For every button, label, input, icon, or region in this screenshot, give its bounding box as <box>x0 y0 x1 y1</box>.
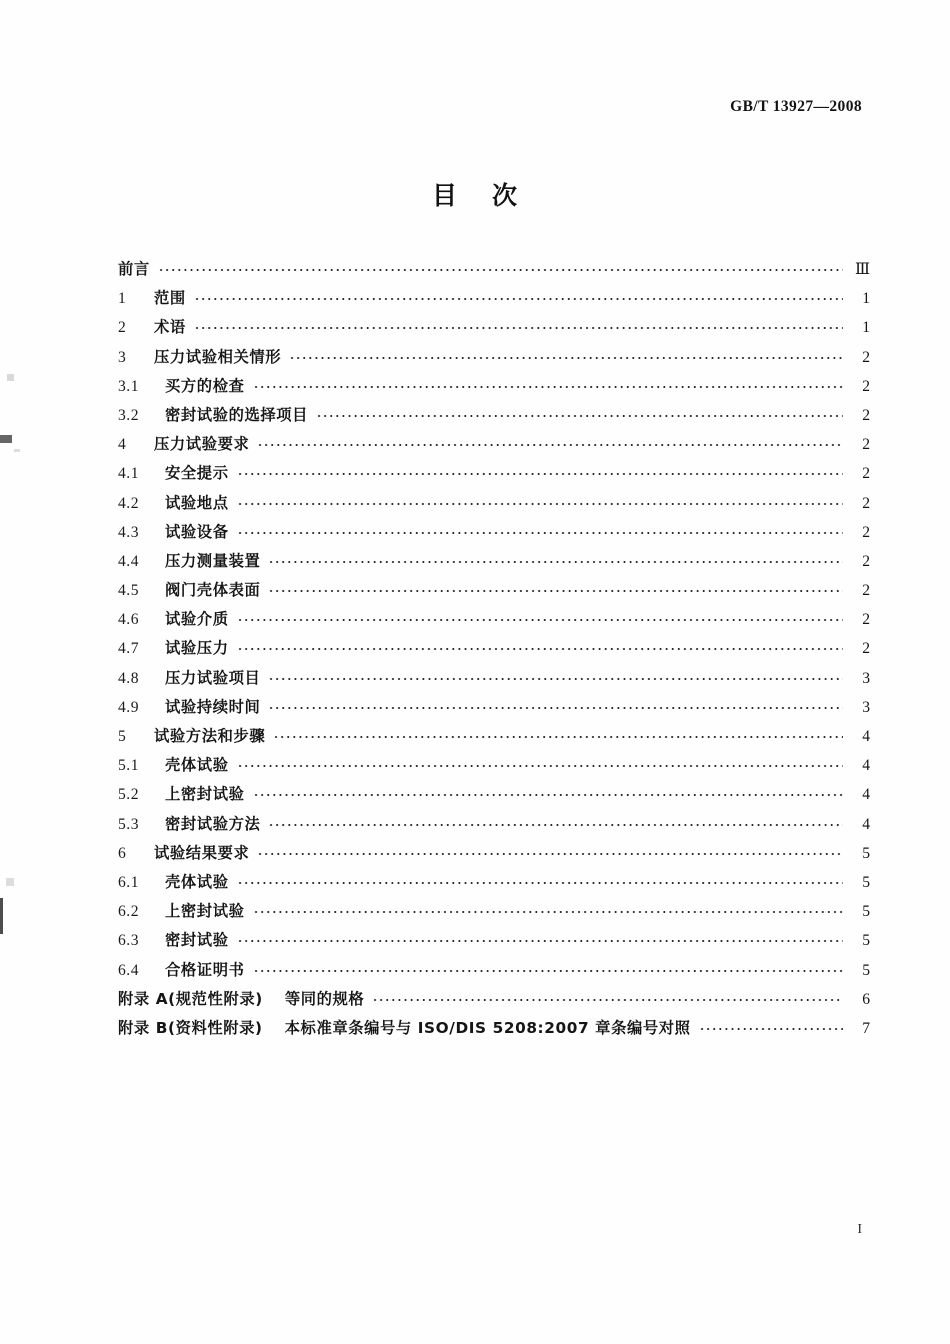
toc-entry-page-number: 2 <box>862 523 870 541</box>
toc-entry-number: 3.2 <box>118 406 139 424</box>
toc-entry[interactable] <box>118 491 870 520</box>
toc-entry-number: 5.1 <box>118 757 139 775</box>
toc-entry-label: 附录 A(规范性附录) <box>118 989 263 1008</box>
toc-entry-number: 4.9 <box>118 698 139 716</box>
toc-entry[interactable] <box>118 286 870 315</box>
toc-entry-number: 4.8 <box>118 669 139 687</box>
toc-entry[interactable] <box>118 607 870 636</box>
toc-entry-number: 4.1 <box>118 465 139 483</box>
toc-entry-label: 密封试验方法 <box>165 814 261 833</box>
toc-entry-label: 术语 <box>154 318 186 337</box>
toc-entry-label: 附录 B(资料性附录) <box>118 1018 263 1037</box>
toc-entry-number: 4.2 <box>118 494 139 512</box>
toc-entry-label: 前言 <box>118 260 150 278</box>
toc-entry-number: 5 <box>118 728 127 745</box>
toc-dot-leader <box>268 552 843 566</box>
toc-entry[interactable] <box>118 812 870 841</box>
toc-entry[interactable] <box>118 257 870 286</box>
toc-entry-label: 壳体试验 <box>165 756 229 775</box>
running-header-standard-code: GB/T 13927—2008 <box>730 98 862 115</box>
toc-entry-label: 阀门壳体表面 <box>165 581 261 600</box>
toc-entry-page-number: 2 <box>862 436 870 454</box>
toc-entry[interactable] <box>118 345 870 374</box>
toc-entry[interactable] <box>118 461 870 490</box>
toc-entry-label: 密封试验 <box>165 931 229 950</box>
toc-entry-page-number: 5 <box>862 961 870 979</box>
toc-dot-leader <box>237 523 843 537</box>
toc-entry-label: 合格证明书 <box>165 960 245 979</box>
toc-entry-page-number: 4 <box>862 728 870 745</box>
toc-dot-leader <box>194 318 843 332</box>
toc-entry-number: 3 <box>118 348 127 366</box>
toc-entry-label: 安全提示 <box>165 464 229 483</box>
toc-entry-label: 买方的检查 <box>165 376 245 395</box>
toc-dot-leader <box>237 873 843 887</box>
toc-entry-page-number: 4 <box>862 757 870 775</box>
toc-entry[interactable] <box>118 782 870 811</box>
toc-entry-page-number: 2 <box>862 640 870 658</box>
toc-entry-number: 4 <box>118 436 127 454</box>
toc-entry-page-number: 3 <box>862 698 870 716</box>
toc-entry-number: 4.4 <box>118 552 139 570</box>
table-of-contents <box>118 257 870 1045</box>
toc-entry-label: 上密封试验 <box>165 785 245 804</box>
toc-dot-leader <box>257 435 843 449</box>
page-folio: I <box>857 1222 862 1237</box>
toc-entry-label: 压力测量装置 <box>165 551 261 570</box>
toc-entry-page-number: 2 <box>862 552 870 570</box>
page-title-char-2: 次 <box>492 181 519 210</box>
toc-dot-leader <box>372 990 843 1004</box>
toc-entry-page-number: 2 <box>862 582 870 600</box>
scan-artifact-mark <box>7 374 14 381</box>
toc-dot-leader <box>237 639 843 653</box>
toc-dot-leader <box>268 815 843 829</box>
toc-dot-leader <box>268 698 843 712</box>
toc-dot-leader <box>237 494 843 508</box>
toc-dot-leader <box>237 464 843 478</box>
toc-entry-number: 5.3 <box>118 815 139 833</box>
toc-entry-number: 6.1 <box>118 873 139 891</box>
toc-entry[interactable] <box>118 753 870 782</box>
toc-entry-page-number: 6 <box>862 990 870 1008</box>
toc-entry-label: 试验持续时间 <box>165 697 261 716</box>
toc-entry-label: 试验设备 <box>165 522 229 541</box>
toc-entry[interactable] <box>118 899 870 928</box>
toc-entry[interactable] <box>118 987 870 1016</box>
toc-entry-number: 4.5 <box>118 582 139 600</box>
toc-entry-page-number: 1 <box>862 319 870 337</box>
toc-dot-leader <box>253 902 844 916</box>
toc-entry-label: 试验压力 <box>165 639 229 658</box>
scan-artifact-mark <box>6 878 14 886</box>
toc-entry-number: 6.4 <box>118 961 139 979</box>
toc-entry-page-number: 5 <box>862 873 870 891</box>
toc-dot-leader <box>268 669 843 683</box>
toc-dot-leader <box>316 406 843 420</box>
toc-entry-page-number: 3 <box>862 669 870 687</box>
toc-entry-page-number: 2 <box>862 611 870 629</box>
toc-entry-label: 试验结果要求 <box>154 843 250 862</box>
toc-entry-number: 4.6 <box>118 611 139 629</box>
toc-entry-page-number: 4 <box>862 815 870 833</box>
toc-dot-leader <box>158 260 843 274</box>
toc-entry-label: 壳体试验 <box>165 872 229 891</box>
toc-entry-page-number: 2 <box>862 494 870 512</box>
toc-entry-label: 压力试验项目 <box>165 668 261 687</box>
toc-entry[interactable] <box>118 636 870 665</box>
toc-entry-page-number: 2 <box>862 348 870 366</box>
toc-entry-label-secondary: 本标准章条编号与 ISO/DIS 5208:2007 章条编号对照 <box>284 1018 691 1037</box>
toc-entry[interactable] <box>118 1016 870 1045</box>
toc-entry-number: 6.3 <box>118 932 139 950</box>
toc-entry[interactable] <box>118 432 870 461</box>
toc-entry-number: 3.1 <box>118 377 139 395</box>
toc-dot-leader <box>289 348 843 362</box>
toc-entry[interactable] <box>118 403 870 432</box>
toc-entry-page-number: 2 <box>862 377 870 395</box>
toc-dot-leader <box>237 610 843 624</box>
scan-artifact-mark <box>0 435 12 443</box>
toc-entry-page-number: 2 <box>862 465 870 483</box>
toc-entry[interactable] <box>118 695 870 724</box>
toc-entry-label: 密封试验的选择项目 <box>165 405 309 424</box>
toc-entry-number: 5.2 <box>118 786 139 804</box>
toc-entry-page-number: 5 <box>862 932 870 950</box>
page-title <box>0 176 950 212</box>
toc-entry-number: 2 <box>118 319 127 337</box>
toc-entry[interactable] <box>118 870 870 899</box>
toc-entry-number: 4.7 <box>118 640 139 658</box>
toc-entry-page-number: 4 <box>862 786 870 804</box>
toc-entry[interactable] <box>118 549 870 578</box>
toc-entry-page-number: 5 <box>862 903 870 921</box>
toc-entry-page-number: 2 <box>862 406 870 424</box>
toc-entry[interactable] <box>118 578 870 607</box>
toc-entry-label: 试验地点 <box>165 493 229 512</box>
toc-entry-label: 范围 <box>154 289 186 308</box>
toc-entry[interactable] <box>118 666 870 695</box>
scan-artifact-mark <box>14 449 20 452</box>
toc-entry-number: 4.3 <box>118 523 139 541</box>
toc-entry-number: 6.2 <box>118 903 139 921</box>
toc-dot-leader <box>273 727 843 741</box>
toc-entry-number: 1 <box>118 290 127 308</box>
toc-entry-page-number: Ⅲ <box>854 261 870 278</box>
toc-entry-page-number: 7 <box>862 1019 870 1037</box>
toc-entry-number: 6 <box>118 844 127 862</box>
scan-artifact-mark <box>0 898 3 934</box>
toc-entry[interactable] <box>118 520 870 549</box>
toc-dot-leader <box>253 785 844 799</box>
toc-dot-leader <box>253 961 844 975</box>
toc-dot-leader <box>194 289 843 303</box>
toc-entry[interactable] <box>118 841 870 870</box>
toc-entry-label: 上密封试验 <box>165 902 245 921</box>
toc-entry-label: 压力试验相关情形 <box>154 347 282 366</box>
toc-dot-leader <box>237 756 843 770</box>
toc-entry[interactable] <box>118 374 870 403</box>
toc-dot-leader <box>257 844 843 858</box>
toc-entry-label-secondary: 等同的规格 <box>284 989 365 1008</box>
toc-dot-leader <box>237 931 843 945</box>
toc-dot-leader <box>699 1019 843 1033</box>
toc-entry-label: 压力试验要求 <box>154 435 250 454</box>
toc-dot-leader <box>268 581 843 595</box>
toc-entry-label: 试验介质 <box>165 610 229 629</box>
page-title-char-1: 目 <box>431 181 458 210</box>
toc-entry[interactable] <box>118 958 870 987</box>
toc-entry-label: 试验方法和步骤 <box>154 727 266 745</box>
toc-entry-page-number: 1 <box>862 290 870 308</box>
toc-entry[interactable] <box>118 928 870 957</box>
toc-dot-leader <box>253 377 844 391</box>
toc-entry[interactable] <box>118 315 870 344</box>
toc-entry[interactable] <box>118 724 870 753</box>
toc-entry-page-number: 5 <box>862 844 870 862</box>
